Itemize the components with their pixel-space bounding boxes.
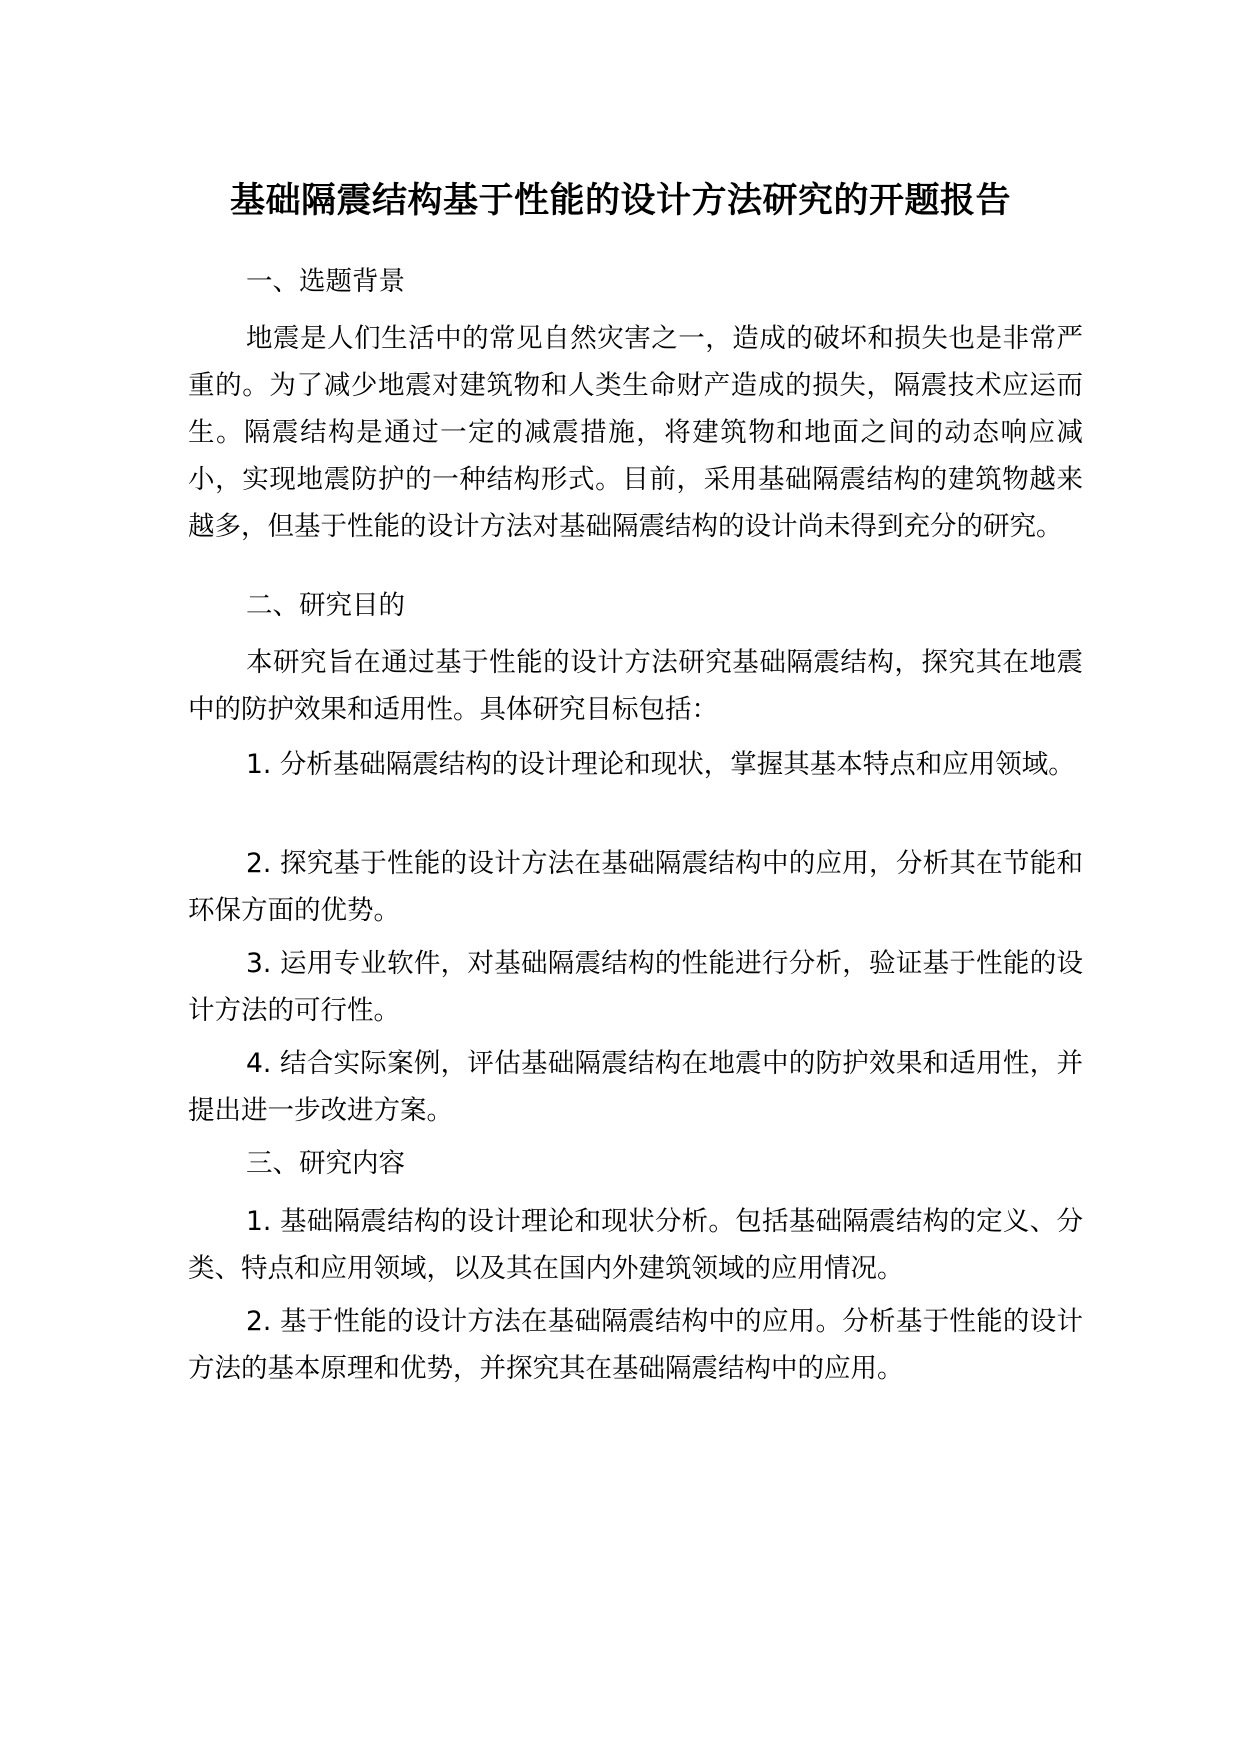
section-heading-background: 一、选题背景 xyxy=(246,266,405,297)
section-heading-objectives: 二、研究目的 xyxy=(246,590,405,621)
objective-item-2: 2. 探究基于性能的设计方法在基础隔震结构中的应用，分析其在节能和环保方面的优势。 xyxy=(188,848,1083,926)
background-paragraph: 地震是人们生活中的常见自然灾害之一，造成的破坏和损失也是非常严重的。为了减少地震对建筑物和人类生命财产造成的损失，隔震技术应运而生。隔震结构是通过一定的减震措施，将建筑物和地面之间的动态响应减小，实现地震防护的一种结构形式。目前，采用基础隔震结构的建筑物越来越多，但基于性能的设计方法对基础隔震结构的设计尚未得到充分的研究。 xyxy=(188,323,1083,542)
objective-item-4: 4. 结合实际案例，评估基础隔震结构在地震中的防护效果和适用性，并提出进一步改进方案。 xyxy=(188,1048,1083,1126)
objectives-intro-paragraph: 本研究旨在通过基于性能的设计方法研究基础隔震结构，探究其在地震中的防护效果和适用性。具体研究目标包括： xyxy=(188,647,1083,725)
content-item-1: 1. 基础隔震结构的设计理论和现状分析。包括基础隔震结构的定义、分类、特点和应用领域，以及其在国内外建筑领域的应用情况。 xyxy=(188,1206,1083,1284)
objective-item-1: 1. 分析基础隔震结构的设计理论和现状，掌握其基本特点和应用领域。 xyxy=(246,749,1075,780)
document-title: 基础隔震结构基于性能的设计方法研究的开题报告 xyxy=(229,181,1011,221)
section-heading-content: 三、研究内容 xyxy=(246,1148,405,1179)
objective-item-3: 3. 运用专业软件，对基础隔震结构的性能进行分析，验证基于性能的设计方法的可行性。 xyxy=(188,948,1083,1026)
content-item-2: 2. 基于性能的设计方法在基础隔震结构中的应用。分析基于性能的设计方法的基本原理和优势，并探究其在基础隔震结构中的应用。 xyxy=(188,1306,1083,1384)
